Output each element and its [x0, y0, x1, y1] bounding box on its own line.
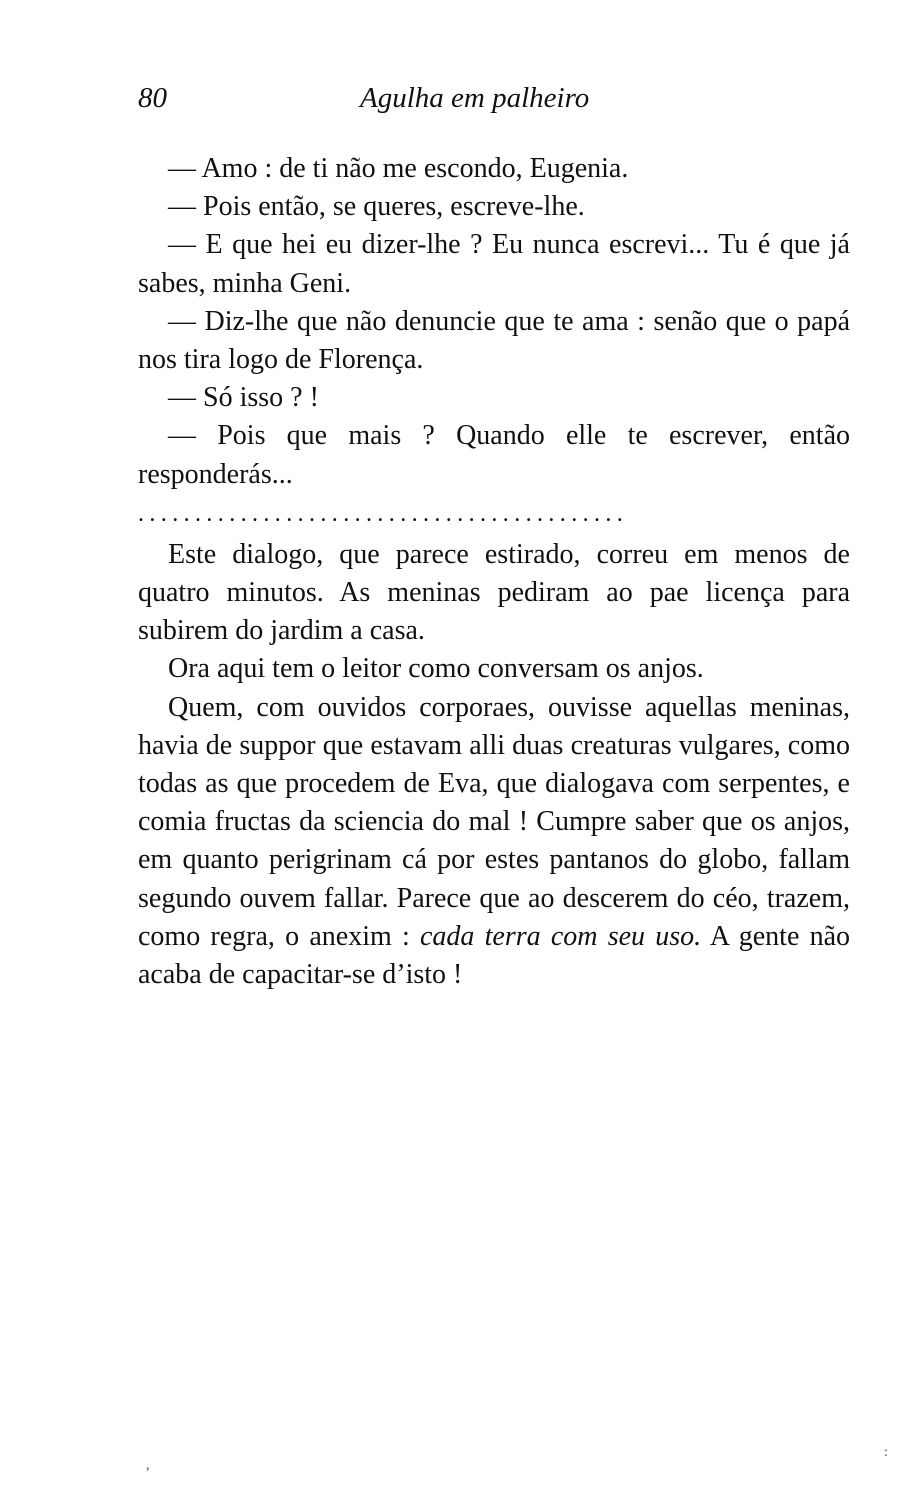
dialogue-line: — Só isso ? ! — [168, 382, 319, 414]
page-header — [138, 82, 850, 122]
page-number: 80 — [138, 82, 167, 114]
final-paragraph-ending: A gente não acaba de capacitar-se d’isto ! — [138, 920, 851, 991]
final-paragraph — [138, 689, 850, 995]
dialogue-line: — Pois então, se queres, escreve-lhe. — [168, 191, 585, 223]
dialogue-line: — Diz-lhe que não denuncie que te ama : senão que o papá nos tira logo de Florença. — [138, 305, 850, 376]
dialogue-line: — Amo : de ti não me escondo, Eugenia. — [168, 153, 629, 184]
proverb-italic: cada terra com seu uso. — [420, 920, 702, 952]
dialogue-line: — E que hei eu dizer-lhe ? Eu nunca escrevi... Tu é que já sabes, minha Geni. — [138, 229, 850, 299]
page-body — [138, 150, 850, 994]
narrative-paragraph: Ora aqui tem o leitor como conversam os anjos. — [168, 653, 704, 685]
narrative-paragraph: Este dialogo, que parece estirado, correu em menos de quatro minutos. As meninas pediram ao pae licença para subirem do jardim a casa. — [138, 538, 850, 647]
print-speck-icon: : — [884, 1445, 888, 1460]
print-speck-icon: , — [146, 1458, 150, 1473]
running-title: Agulha em palheiro — [360, 82, 590, 114]
final-paragraph-text: Quem, com ouvidos corporaes, ouvisse aquellas meninas, havia de suppor que estavam alli duas creaturas vulgares, como todas as que procedem de Eva, que dialogava com serpentes, e comia fructas da sciencia do mal ! Cumpre saber que os anjos, em quanto perigrinam cá por estes pantanos do globo, fallam segundo ouvem fallar. Parece que ao descerem do céo, trazem, como regra, o anexim : — [138, 691, 850, 952]
section-separator: ........................................... — [138, 500, 629, 527]
dialogue-line: — Pois que mais ? Quando elle te escrever, então responderás... — [138, 420, 850, 490]
